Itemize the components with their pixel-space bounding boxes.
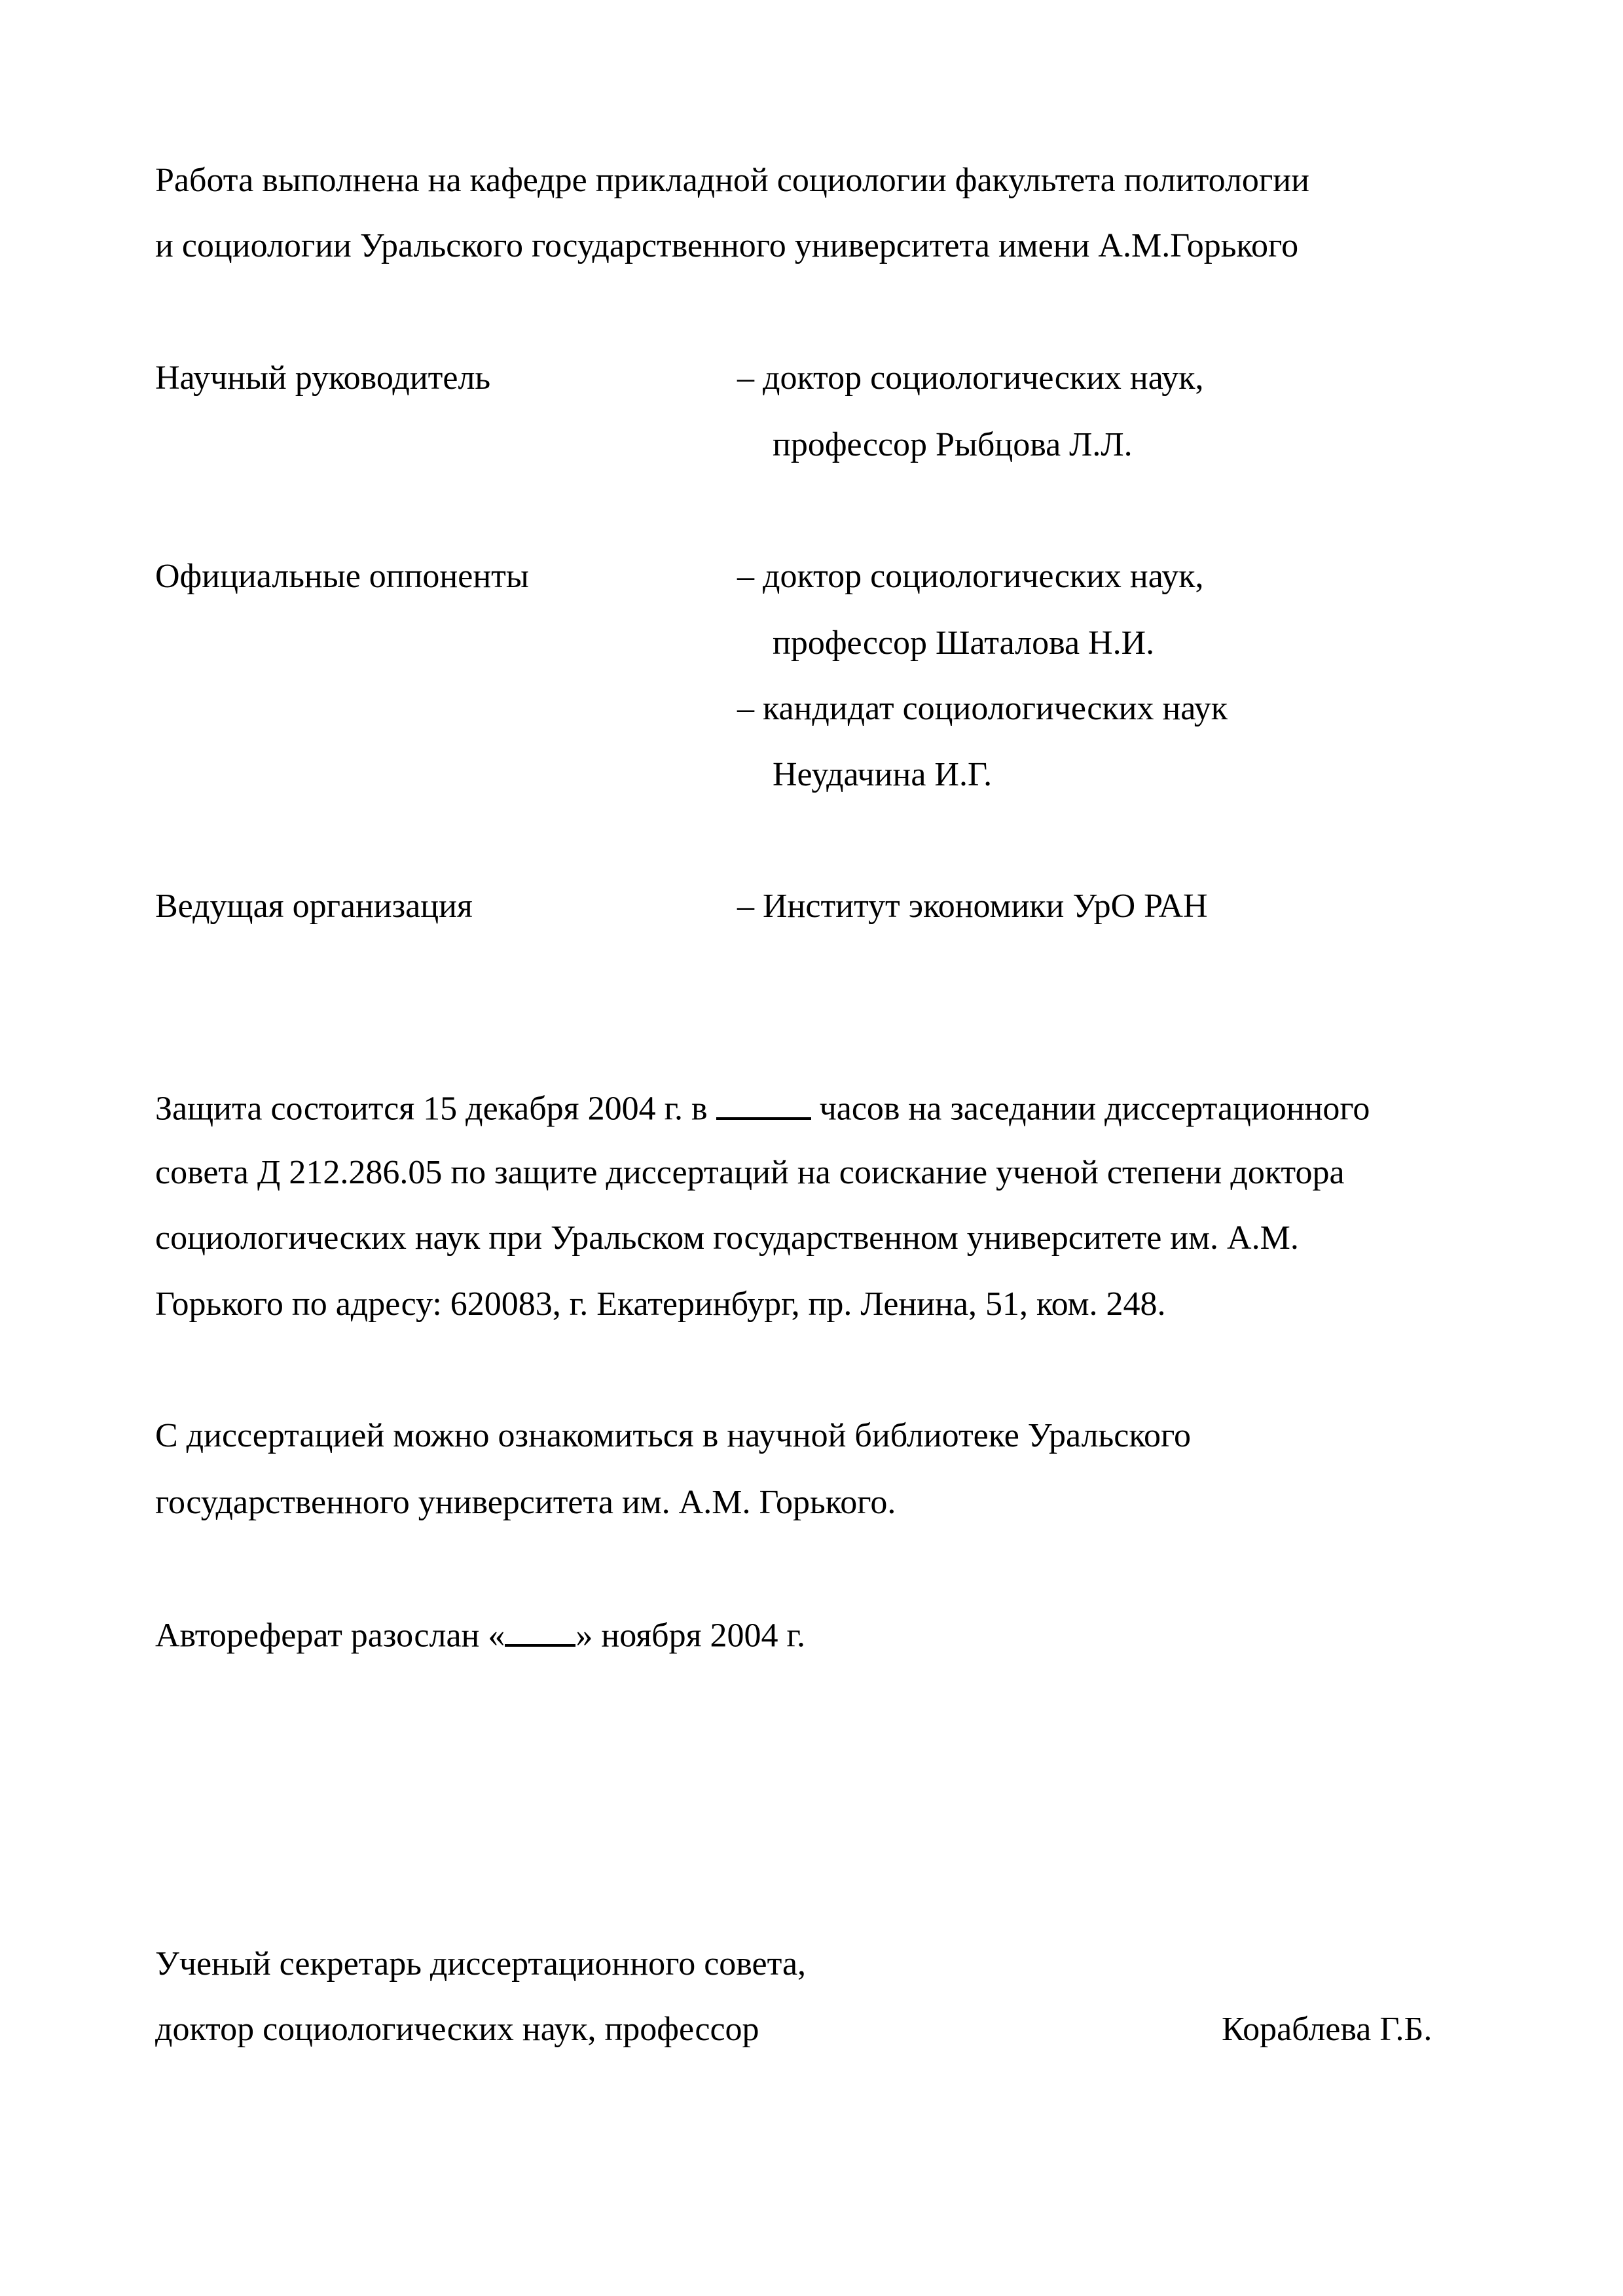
leading-org-value: – Институт экономики УрО РАН: [737, 888, 1208, 925]
defense-line-1-end: часов на заседании диссертационного: [819, 1090, 1370, 1128]
supervisor-name: профессор Рыбцова Л.Л.: [773, 426, 1133, 463]
opponent-1-name: профессор Шаталова Н.И.: [773, 624, 1155, 662]
secretary-name: Кораблева Г.Б.: [1222, 2011, 1432, 2048]
supervisor-degree: – доктор социологических наук,: [737, 359, 1204, 397]
defense-line-3: социологических наук при Уральском государственном университете им. А.М.: [155, 1219, 1299, 1257]
opponent-2-degree: – кандидат социологических наук: [737, 690, 1228, 727]
opponent-1-degree: – доктор социологических наук,: [737, 558, 1204, 595]
intro-line-1: Работа выполнена на кафедре прикладной социологии факультета политологии: [155, 162, 1309, 199]
library-line-2: государственного университета им. А.М. Горького.: [155, 1484, 896, 1521]
opponent-2-name: Неудачина И.Г.: [773, 756, 993, 793]
opponents-label: Официальные оппоненты: [155, 558, 529, 595]
defense-line-4: Горького по адресу: 620083, г. Екатеринбург, пр. Ленина, 51, ком. 248.: [155, 1285, 1166, 1323]
defense-line-1: [155, 1090, 1478, 1126]
mailing-start: Автореферат разослан «: [155, 1617, 505, 1655]
secretary-degree: доктор социологических наук, профессор: [155, 2011, 759, 2048]
secretary-title: Ученый секретарь диссертационного совета,: [155, 1945, 807, 1982]
supervisor-label: Научный руководитель: [155, 359, 491, 397]
leading-org-label: Ведущая организация: [155, 888, 473, 925]
mailing-day-blank: [505, 1617, 575, 1647]
library-line-1: С диссертацией можно ознакомиться в научной библиотеке Уральского: [155, 1417, 1191, 1454]
defense-line-2: совета Д 212.286.05 по защите диссертаций на соискание ученой степени доктора: [155, 1154, 1345, 1191]
mailing-end: » ноября 2004 г.: [575, 1617, 805, 1655]
intro-line-2: и социологии Уральского государственного университета имени А.М.Горького: [155, 227, 1299, 264]
mailing-line: [155, 1617, 805, 1653]
defense-line-1-start: Защита состоится 15 декабря 2004 г. в: [155, 1090, 708, 1128]
defense-time-blank: [716, 1090, 811, 1120]
